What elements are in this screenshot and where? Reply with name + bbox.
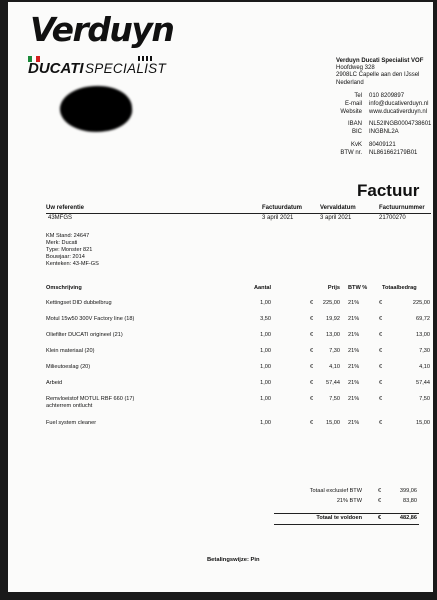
- row-description: Kettingset DID dubbelbrug: [46, 300, 112, 306]
- row-price: 57,44: [326, 380, 340, 386]
- row-quantity: 1,00: [260, 396, 271, 402]
- contact-label: BTW nr.: [340, 149, 362, 156]
- row-quantity: 1,00: [260, 300, 271, 306]
- row-currency: €: [310, 380, 314, 386]
- row-currency: €: [310, 300, 314, 306]
- table-row: [46, 373, 431, 389]
- due-date-value: 3 april 2021: [320, 215, 352, 221]
- invoice-number-value: 21700270: [379, 215, 406, 221]
- row-description: Milieutoeslag (20): [46, 364, 91, 370]
- table-row: [46, 389, 431, 413]
- vehicle-line: Type: Monster 821: [46, 247, 93, 254]
- company-address: [336, 58, 423, 87]
- row-quantity: 1,00: [260, 420, 271, 426]
- subtotal-label: Totaal exclusief BTW: [309, 488, 362, 494]
- row-total: 69,72: [416, 316, 430, 322]
- contact-row: [326, 121, 431, 129]
- logo-brand: Verduyn: [30, 10, 174, 49]
- row-description: Klein materiaal (20): [46, 348, 95, 354]
- table-row: [46, 341, 431, 357]
- row-currency: €: [379, 364, 383, 370]
- row-price: 7,30: [329, 348, 340, 354]
- contact-label: Tel: [354, 93, 362, 99]
- row-quantity: 1,00: [260, 348, 271, 354]
- quantity-header: Aantal: [254, 285, 272, 291]
- row-currency: €: [379, 380, 383, 386]
- contact-label: Website: [340, 108, 362, 115]
- row-currency: €: [379, 300, 383, 306]
- reference-header: Uw referentie: [46, 205, 85, 211]
- row-currency: €: [379, 396, 383, 402]
- verduyn-ducati-logo: [26, 10, 174, 80]
- row-total: 15,00: [416, 420, 430, 426]
- table-row: [46, 325, 431, 341]
- row-description: Arbeid: [46, 380, 63, 386]
- contact-row: [326, 93, 431, 101]
- due-date-header: Vervaldatum: [320, 205, 356, 211]
- redacted-address: [58, 84, 133, 135]
- table-row: [46, 309, 431, 325]
- row-currency: €: [379, 348, 383, 354]
- contact-row: [326, 142, 431, 150]
- subtotal-row: [274, 488, 419, 498]
- row-currency: €: [310, 420, 314, 426]
- contact-value: 80409121: [369, 141, 396, 148]
- row-total: 7,30: [419, 348, 430, 354]
- contact-value: NL861662179B01: [369, 149, 418, 156]
- contact-value: info@ducativerduyn.nl: [369, 100, 429, 107]
- company-name: Verduyn Ducati Specialist VOF: [336, 58, 424, 64]
- company-contact-details: [326, 93, 431, 158]
- vat-total-value: 83,80: [403, 498, 417, 504]
- row-total: 4,10: [419, 364, 430, 370]
- logo-ducati: DUCATI: [28, 60, 84, 77]
- row-vat: 21%: [348, 420, 360, 426]
- row-price: 7,50: [329, 396, 340, 402]
- company-city: 2908LC Capelle aan den IJssel: [336, 72, 420, 79]
- reference-value: 43MFGS: [48, 215, 73, 221]
- row-vat: 21%: [348, 316, 360, 322]
- row-currency: €: [310, 364, 314, 370]
- row-vat: 21%: [348, 380, 360, 386]
- payment-method: Betalingswijze: Pin: [207, 557, 260, 563]
- row-quantity: 1,00: [260, 364, 271, 370]
- contact-value: 010 8209897: [369, 93, 405, 99]
- company-street: Hoofdweg 328: [336, 65, 375, 72]
- vat-total-currency: €: [378, 498, 382, 504]
- vehicle-line: Kenteken: 43-MF-GS: [46, 261, 99, 268]
- row-description: Remvloeistof MOTUL RBF 660 (17): [46, 396, 135, 402]
- table-row: [46, 413, 431, 429]
- row-price: 19,92: [326, 316, 340, 322]
- row-price: 225,00: [322, 300, 340, 306]
- vat-total-label: 21% BTW: [336, 498, 362, 504]
- row-vat: 21%: [348, 332, 360, 338]
- row-currency: €: [310, 348, 314, 354]
- price-header: Prijs: [327, 285, 340, 291]
- table-body: [46, 293, 431, 429]
- subtotal-currency: €: [378, 488, 382, 494]
- contact-value: www.ducativerduyn.nl: [369, 108, 428, 115]
- contact-row: [326, 101, 431, 109]
- row-currency: €: [310, 316, 314, 322]
- row-vat: 21%: [348, 396, 360, 402]
- row-vat: 21%: [348, 348, 360, 354]
- grand-total-label: Totaal te voldoen: [316, 515, 362, 521]
- contact-row: [326, 109, 431, 117]
- description-header: Omschrijving: [46, 285, 82, 291]
- vat-row: [274, 498, 419, 508]
- reference-headers: [46, 204, 431, 214]
- invoice-date-header: Factuurdatum: [262, 205, 303, 211]
- row-price: 13,00: [326, 332, 340, 338]
- row-quantity: 1,00: [260, 380, 271, 386]
- contact-value: INGBNL2A: [369, 129, 399, 136]
- contact-label: E-mail: [344, 100, 362, 107]
- logo-specialist: SPECIALIST: [85, 61, 167, 76]
- invoice-date-value: 3 april 2021: [262, 215, 294, 221]
- invoice-number-header: Factuurnummer: [379, 205, 425, 211]
- row-quantity: 1,00: [260, 332, 271, 338]
- row-price: 4,10: [329, 364, 340, 370]
- row-vat: 21%: [348, 364, 360, 370]
- invoice-title: Factuur: [357, 181, 420, 200]
- table-header: [46, 285, 431, 293]
- row-total: 225,00: [412, 300, 430, 306]
- row-currency: €: [310, 332, 314, 338]
- contact-label: IBAN: [347, 121, 362, 128]
- vat-header: BTW %: [348, 285, 368, 291]
- row-currency: €: [379, 316, 383, 322]
- row-price: 15,00: [326, 420, 340, 426]
- grand-total-row: [274, 513, 419, 525]
- vehicle-details: [46, 233, 99, 268]
- row-currency: €: [379, 420, 383, 426]
- row-currency: €: [310, 396, 314, 402]
- subtotal-value: 399,06: [399, 488, 417, 494]
- table-row: [46, 293, 431, 309]
- grand-total-currency: €: [378, 515, 382, 521]
- row-description: Oliefilter DUCATI origineel (21): [46, 332, 123, 338]
- row-currency: €: [379, 332, 383, 338]
- row-vat: 21%: [348, 300, 360, 306]
- total-header: Totaalbedrag: [382, 285, 417, 291]
- invoice-page: [8, 2, 433, 592]
- invoice-lines-table: [46, 285, 431, 429]
- vehicle-line: Bouwjaar: 2014: [46, 254, 85, 261]
- totals-block: [274, 488, 419, 525]
- vehicle-line: KM Stand: 24647: [46, 233, 90, 239]
- row-description: Fuel system cleaner: [46, 420, 97, 426]
- row-quantity: 3,50: [260, 316, 271, 322]
- vehicle-line: Merk: Ducati: [46, 240, 78, 247]
- contact-row: [326, 129, 431, 137]
- table-row: [46, 357, 431, 373]
- row-description-detail: achterrem ontlucht: [46, 403, 93, 409]
- row-total: 57,44: [416, 380, 430, 386]
- row-description: Motul 15w50 300V Factory line (18): [46, 316, 135, 322]
- invoice-reference-block: [46, 204, 431, 223]
- contact-value: NL52INGB0004738601: [369, 121, 432, 128]
- row-total: 13,00: [416, 332, 430, 338]
- company-country: Nederland: [336, 79, 364, 86]
- row-total: 7,50: [419, 396, 430, 402]
- contact-row: [326, 150, 431, 158]
- contact-label: KvK: [350, 141, 362, 148]
- contact-label: BIC: [351, 129, 362, 136]
- reference-values: [46, 214, 431, 223]
- grand-total-value: 482,86: [399, 515, 417, 521]
